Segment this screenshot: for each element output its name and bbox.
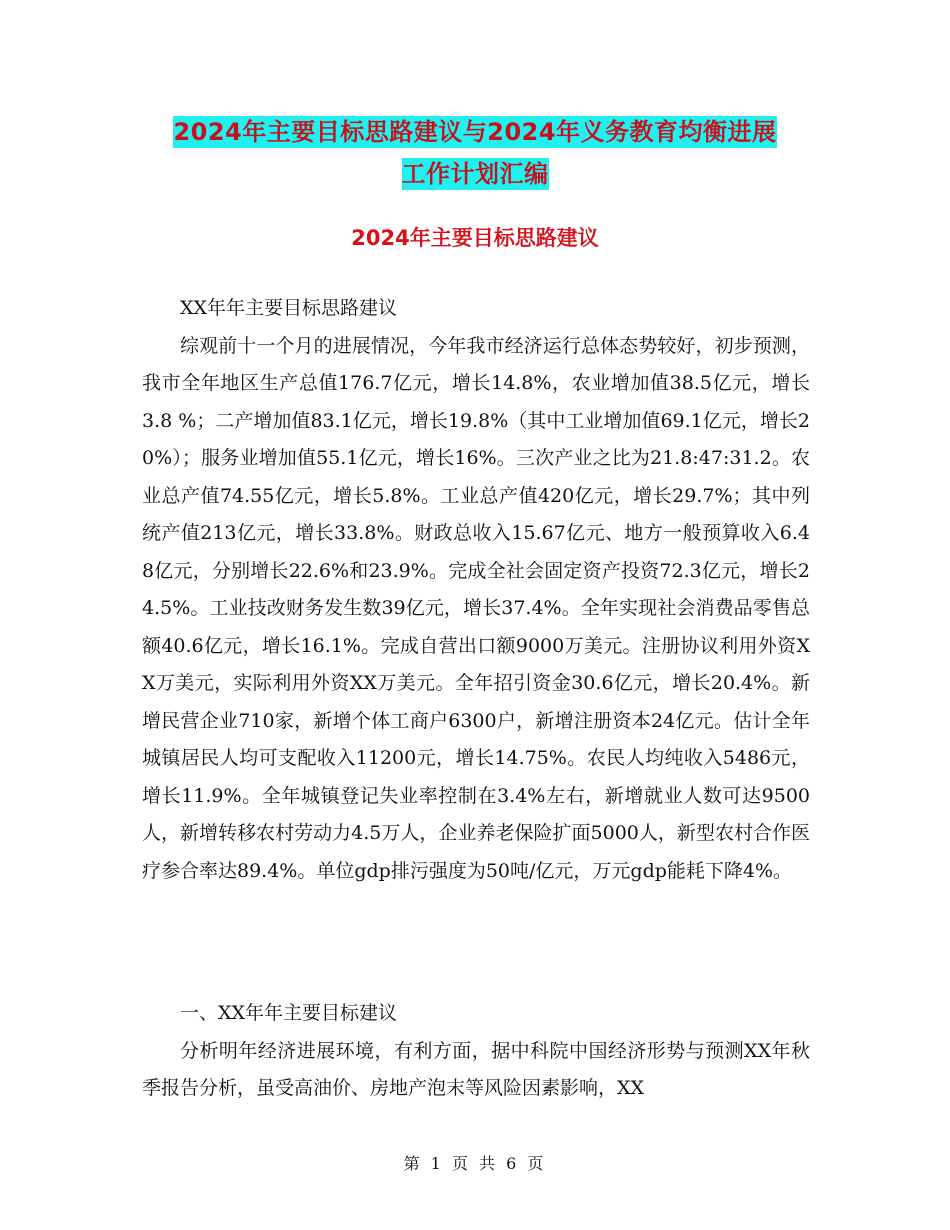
subheading: XX年年主要目标思路建议 — [180, 297, 398, 319]
page-footer: 第 1 页 共 6 页 — [403, 1154, 547, 1173]
body-block-2 — [142, 995, 810, 1108]
paragraph-1: 综观前十一个月的进展情况，今年我市经济运行总体态势较好，初步预测，我市全年地区生产总值176.7亿元，增长14.8%，农业增加值38.5亿元，增长3.8 %；二产增加值83.1亿元，增长19.8%（其中工业增加值69.1亿元，增长20%）；服务业增加值55.1亿元，增长16%。三次产业之比为21.8:47:31.2。农业总产值74.55亿元，增长5.8%。工业总产值420亿元，增长29.7%；其中列统产值213亿元，增长33.8%。财政总收入15.67亿元、地方一般预算收入6.48亿元，分别增长22.6%和23.9%。完成全社会固定资产投资72.3亿元，增长24.5%。工业技改财务发生数39亿元，增长37.4%。全年实现社会消费品零售总额40.6亿元，增长16.1%。完成自营出口额9000万美元。注册协议利用外资XX万美元，实际利用外资XX万美元。全年招引资金30.6亿元，增长20.4%。新增民营企业710家，新增个体工商户6300户，新增注册资本24亿元。估计全年城镇居民人均可支配收入11200元，增长14.75%。农民人均纯收入5486元，增长11.9%。全年城镇登记失业率控制在3.4%左右，新增就业人数可达9500人，新增转移农村劳动力4.5万人，企业养老保险扩面5000人，新型农村合作医疗参合率达89.4%。单位gdp排污强度为50吨/亿元，万元gdp能耗下降4%。 — [142, 334, 810, 882]
document-title-text-1: 2024年主要目标思路建议与2024年义务教育均衡进展 — [173, 118, 777, 146]
document-title-line-1 — [0, 110, 950, 154]
section-title: 2024年主要目标思路建议 — [351, 226, 599, 250]
heading-2: 一、XX年年主要目标建议 — [180, 1002, 398, 1024]
body-block-1 — [142, 290, 810, 890]
paragraph-2: 分析明年经济进展环境，有利方面，据中科院中国经济形势与预测XX年秋季报告分析，虽受高油价、房地产泡末等风险因素影响，XX — [142, 1039, 810, 1099]
document-title-line-2 — [0, 152, 950, 196]
document-title-text-2: 工作计划汇编 — [401, 160, 549, 188]
